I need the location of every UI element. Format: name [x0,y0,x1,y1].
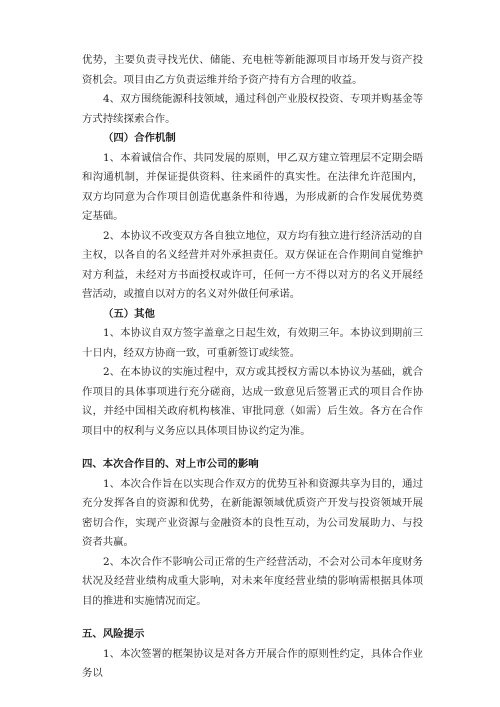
subheading-cooperation-mechanism: （四）合作机制 [103,132,176,144]
paragraph-mechanism-1: 1、本着诚信合作、共同发展的原则，甲乙双方建立管理层不定期会晤和沟通机制，并保证提供资料、往来函件的真实性。在法律允许范围内，双方均同意为合作项目创造优惠条件和待遇，为形成新的合作发展优势奠定基础。 [82,151,423,222]
paragraph-purpose-1: 1、本次合作旨在以实现合作双方的优势互补和资源共享为目的，通过充分发挥各自的资源和优势，在新能源领域优质资产开发与投资领域开展密切合作，实现产业资源与金融资本的良性互动，为公司发展助力、与投资者共赢。 [82,477,423,548]
document-body [82,51,423,684]
paragraph-risk-1: 1、本次签署的框架协议是对各方开展合作的原则性约定，具体合作业务以 [82,647,423,679]
section-heading-purpose-impact: 四、本次合作目的、对上市公司的影响 [82,458,259,470]
paragraph-item-4: 4、双方围绕能源科技领域，通过科创产业股权投资、专项并购基金等方式持续探索合作。 [82,93,423,125]
paragraph-continued: 优势，主要负责寻找光伏、储能、充电桩等新能源项目市场开发与资产投资机会。项目由乙方负责运维并给予资产持有方合理的收益。 [82,54,423,86]
section-heading-risk: 五、风险提示 [82,628,145,640]
paragraph-mechanism-2: 2、本协议不改变双方各自独立地位，双方均有独立进行经济活动的自主权，以各自的名义经营并对外承担责任。双方保证在合作期间自觉维护对方利益，未经对方书面授权或许可，任何一方不得以对方的名义开展经营活动，或擅自以对方的名义对外做任何承诺。 [82,229,423,300]
section-spacer [82,441,423,455]
paragraph-other-1: 1、本协议自双方签字盖章之日起生效，有效期三年。本协议到期前三十日内，经双方协商一致，可重新签订或续签。 [82,327,423,359]
section-spacer [82,611,423,625]
paragraph-other-2: 2、在本协议的实施过程中，双方或其授权方需以本协议为基础，就合作项目的具体事项进行充分磋商，达成一致意见后签署正式的项目合作协议，并经中国相关政府机构核准、审批同意（如需）后生效。各方在合作项目中的权利与义务应以具体项目协议约定为准。 [82,366,423,437]
subheading-other: （五）其他 [103,307,155,320]
paragraph-impact-2: 2、本次合作不影响公司正常的生产经营活动，不会对公司本年度财务状况及经营业绩构成重大影响，对未来年度经营业绩的影响需根据具体项目的推进和实施情况而定。 [82,555,423,607]
